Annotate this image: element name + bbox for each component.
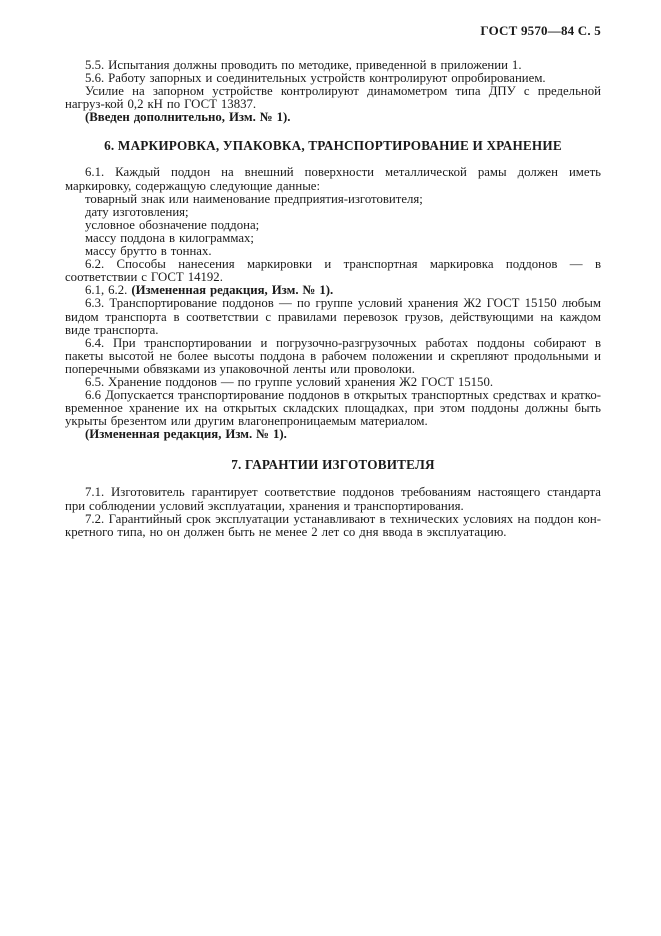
list-item-date: дату изготовления; [85,204,189,219]
amendment-note-text: (Измененная редакция, Изм. № 1). [131,283,334,298]
paragraph-force-control: Усилие на запорном устройстве контролируют динамометром типа ДПУ с предельной нагруз-кой 0,2 кН по ГОСТ 13837. [65,84,601,112]
paragraph-6-4: 6.4. При транспортировании и погрузочно-разгрузочных работах поддоны собирают в пакеты высотой не более высоты поддона в рабочем положении и скрепляют продольными и поперечными обвязками из упаковочной ленты или проволоки. [65,335,601,376]
list-item-mass-kg: массу поддона в килограммах; [85,230,254,245]
paragraph-6-3: 6.3. Транспортирование поддонов — по группе условий хранения Ж2 ГОСТ 15150 любым видом транспорта в соответствии с правилами перевозок грузов, действующими на каждом виде транспорта. [65,296,601,337]
list-item-trademark: товарный знак или наименование предприятия-изготовителя; [85,191,423,206]
amendment-ref-numbers: 6.1, 6.2. [85,283,132,298]
paragraph-7-2: 7.2. Гарантийный срок эксплуатации устанавливают в технических условиях на поддон кон-кретного типа, но он должен быть не менее 2 лет со дня ввода в эксплуатацию. [65,511,601,539]
paragraph-6-6: 6.6 Допускается транспортирование поддонов в открытых транспортных средствах и кратко-временное хранение их на открытых складских площадках, при этом поддоны должны быть укрыты брезентом или другим влагонепроницаемым материалом. [65,388,601,429]
section-6-heading: 6. МАРКИРОВКА, УПАКОВКА, ТРАНСПОРТИРОВАНИЕ И ХРАНЕНИЕ [104,138,562,154]
paragraph-5-5: 5.5. Испытания должны проводить по методике, приведенной в приложении 1. [85,58,522,72]
amendment-note-section5: (Введен дополнительно, Изм. № 1). [85,110,291,125]
list-item-designation: условное обозначение поддона; [85,217,260,232]
paragraph-6-5: 6.5. Хранение поддонов — по группе условий хранения Ж2 ГОСТ 15150. [85,374,494,389]
paragraph-7-1: 7.1. Изготовитель гарантирует соответствие поддонов требованиям настоящего стандарта при соблюдении условий эксплуатации, хранения и транспортирования. [65,485,601,513]
list-item-gross-mass: массу брутто в тоннах. [85,244,212,259]
paragraph-6-2: 6.2. Способы нанесения маркировки и транспортная маркировка поддонов — в соответствии с ГОСТ 14192. [65,257,601,285]
paragraph-5-6: 5.6. Работу запорных и соединительных устройств контролируют опробированием. [85,71,546,86]
section-7-heading: 7. ГАРАНТИИ ИЗГОТОВИТЕЛЯ [231,457,435,473]
amendment-note-section6: (Измененная редакция, Изм. № 1). [85,427,287,442]
paragraph-6-1: 6.1. Каждый поддон на внешний поверхности металлической рамы должен иметь маркировку, содержащую следующие данные: [65,165,601,193]
doc-header: ГОСТ 9570—84 С. 5 [480,23,601,38]
